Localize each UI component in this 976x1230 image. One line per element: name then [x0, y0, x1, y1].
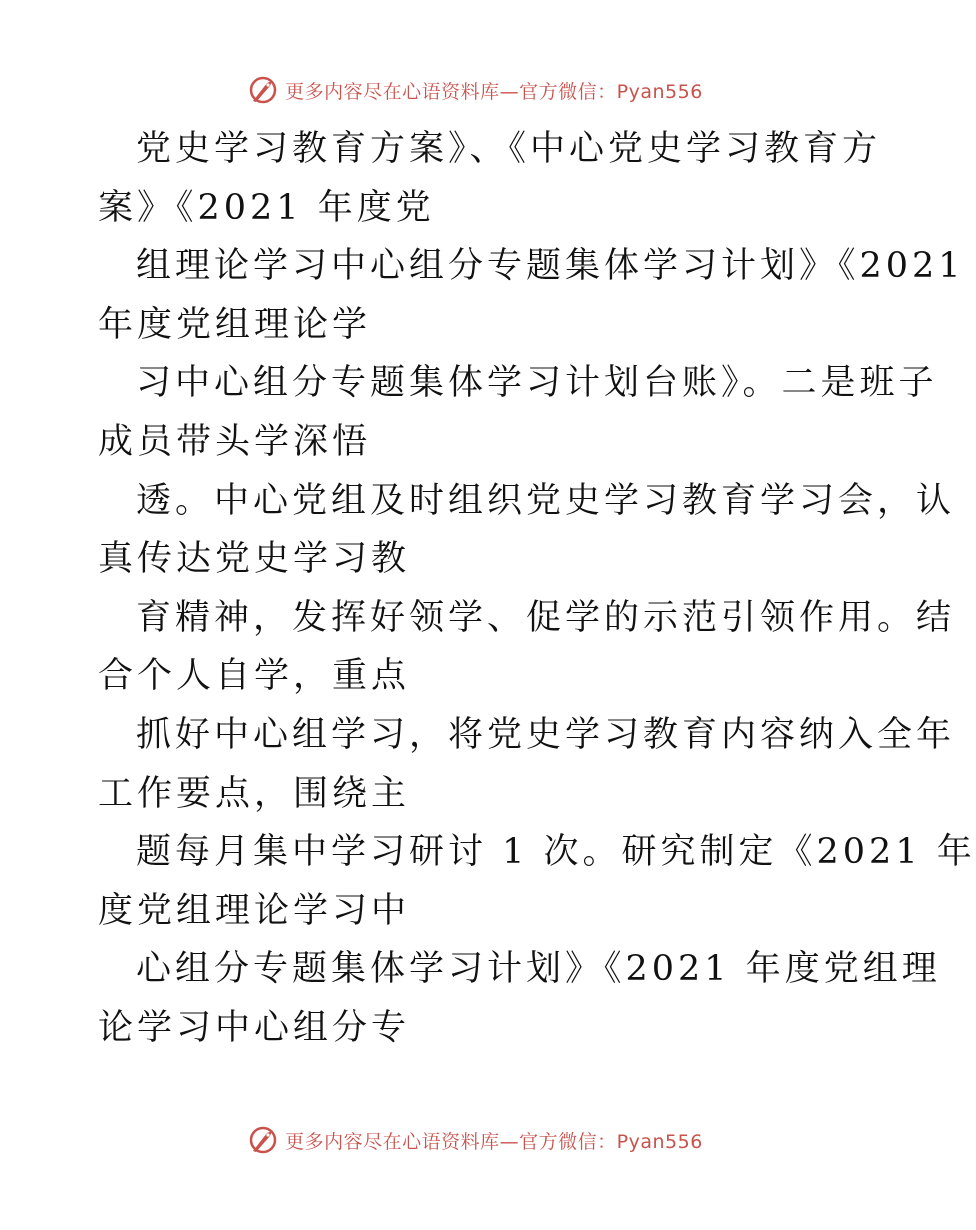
watermark-header — [0, 72, 950, 108]
text-line: 组理论学习中心组分专题集体学习计划》《2021 — [136, 246, 965, 287]
text-line: 习中心组分专题集体学习计划台账》。二是班子 — [136, 363, 938, 404]
watermark-text: 更多内容尽在心语资料库—官方微信：Pyan556 — [285, 80, 703, 103]
text-line: 合个人自学，重点 — [98, 656, 411, 697]
text-line: 心组分专题集体学习计划》《2021 年度党组理 — [136, 949, 941, 990]
text-line: 党史学习教育方案》、《中心党史学习教育方 — [136, 129, 882, 169]
text-line: 成员带头学深悟 — [98, 421, 372, 462]
text-line: 年度党组理论学 — [98, 304, 372, 345]
text-line: 透。中心党组及时组织党史学习教育学习会，认 — [136, 480, 956, 521]
watermark-text: 更多内容尽在心语资料库—官方微信：Pyan556 — [285, 1130, 703, 1153]
quill-seal-icon — [247, 74, 279, 106]
text-line: 抓好中心组学习，将党史学习教育内容纳入全年 — [136, 714, 956, 755]
text-line: 工作要点，围绕主 — [98, 773, 411, 814]
text-line: 度党组理论学习中 — [98, 890, 411, 931]
quill-seal-icon — [247, 1124, 279, 1156]
document-body — [98, 120, 976, 1058]
text-line: 育精神，发挥好领学、促学的示范引领作用。结 — [136, 597, 956, 638]
text-line: 题每月集中学习研讨 1 次。研究制定《2021 年 — [136, 832, 976, 873]
text-line: 论学习中心组分专 — [98, 1007, 411, 1048]
text-line: 案》《2021 年度党 — [98, 187, 435, 228]
text-line: 真传达党史学习教 — [98, 539, 411, 580]
watermark-footer — [0, 1122, 950, 1158]
